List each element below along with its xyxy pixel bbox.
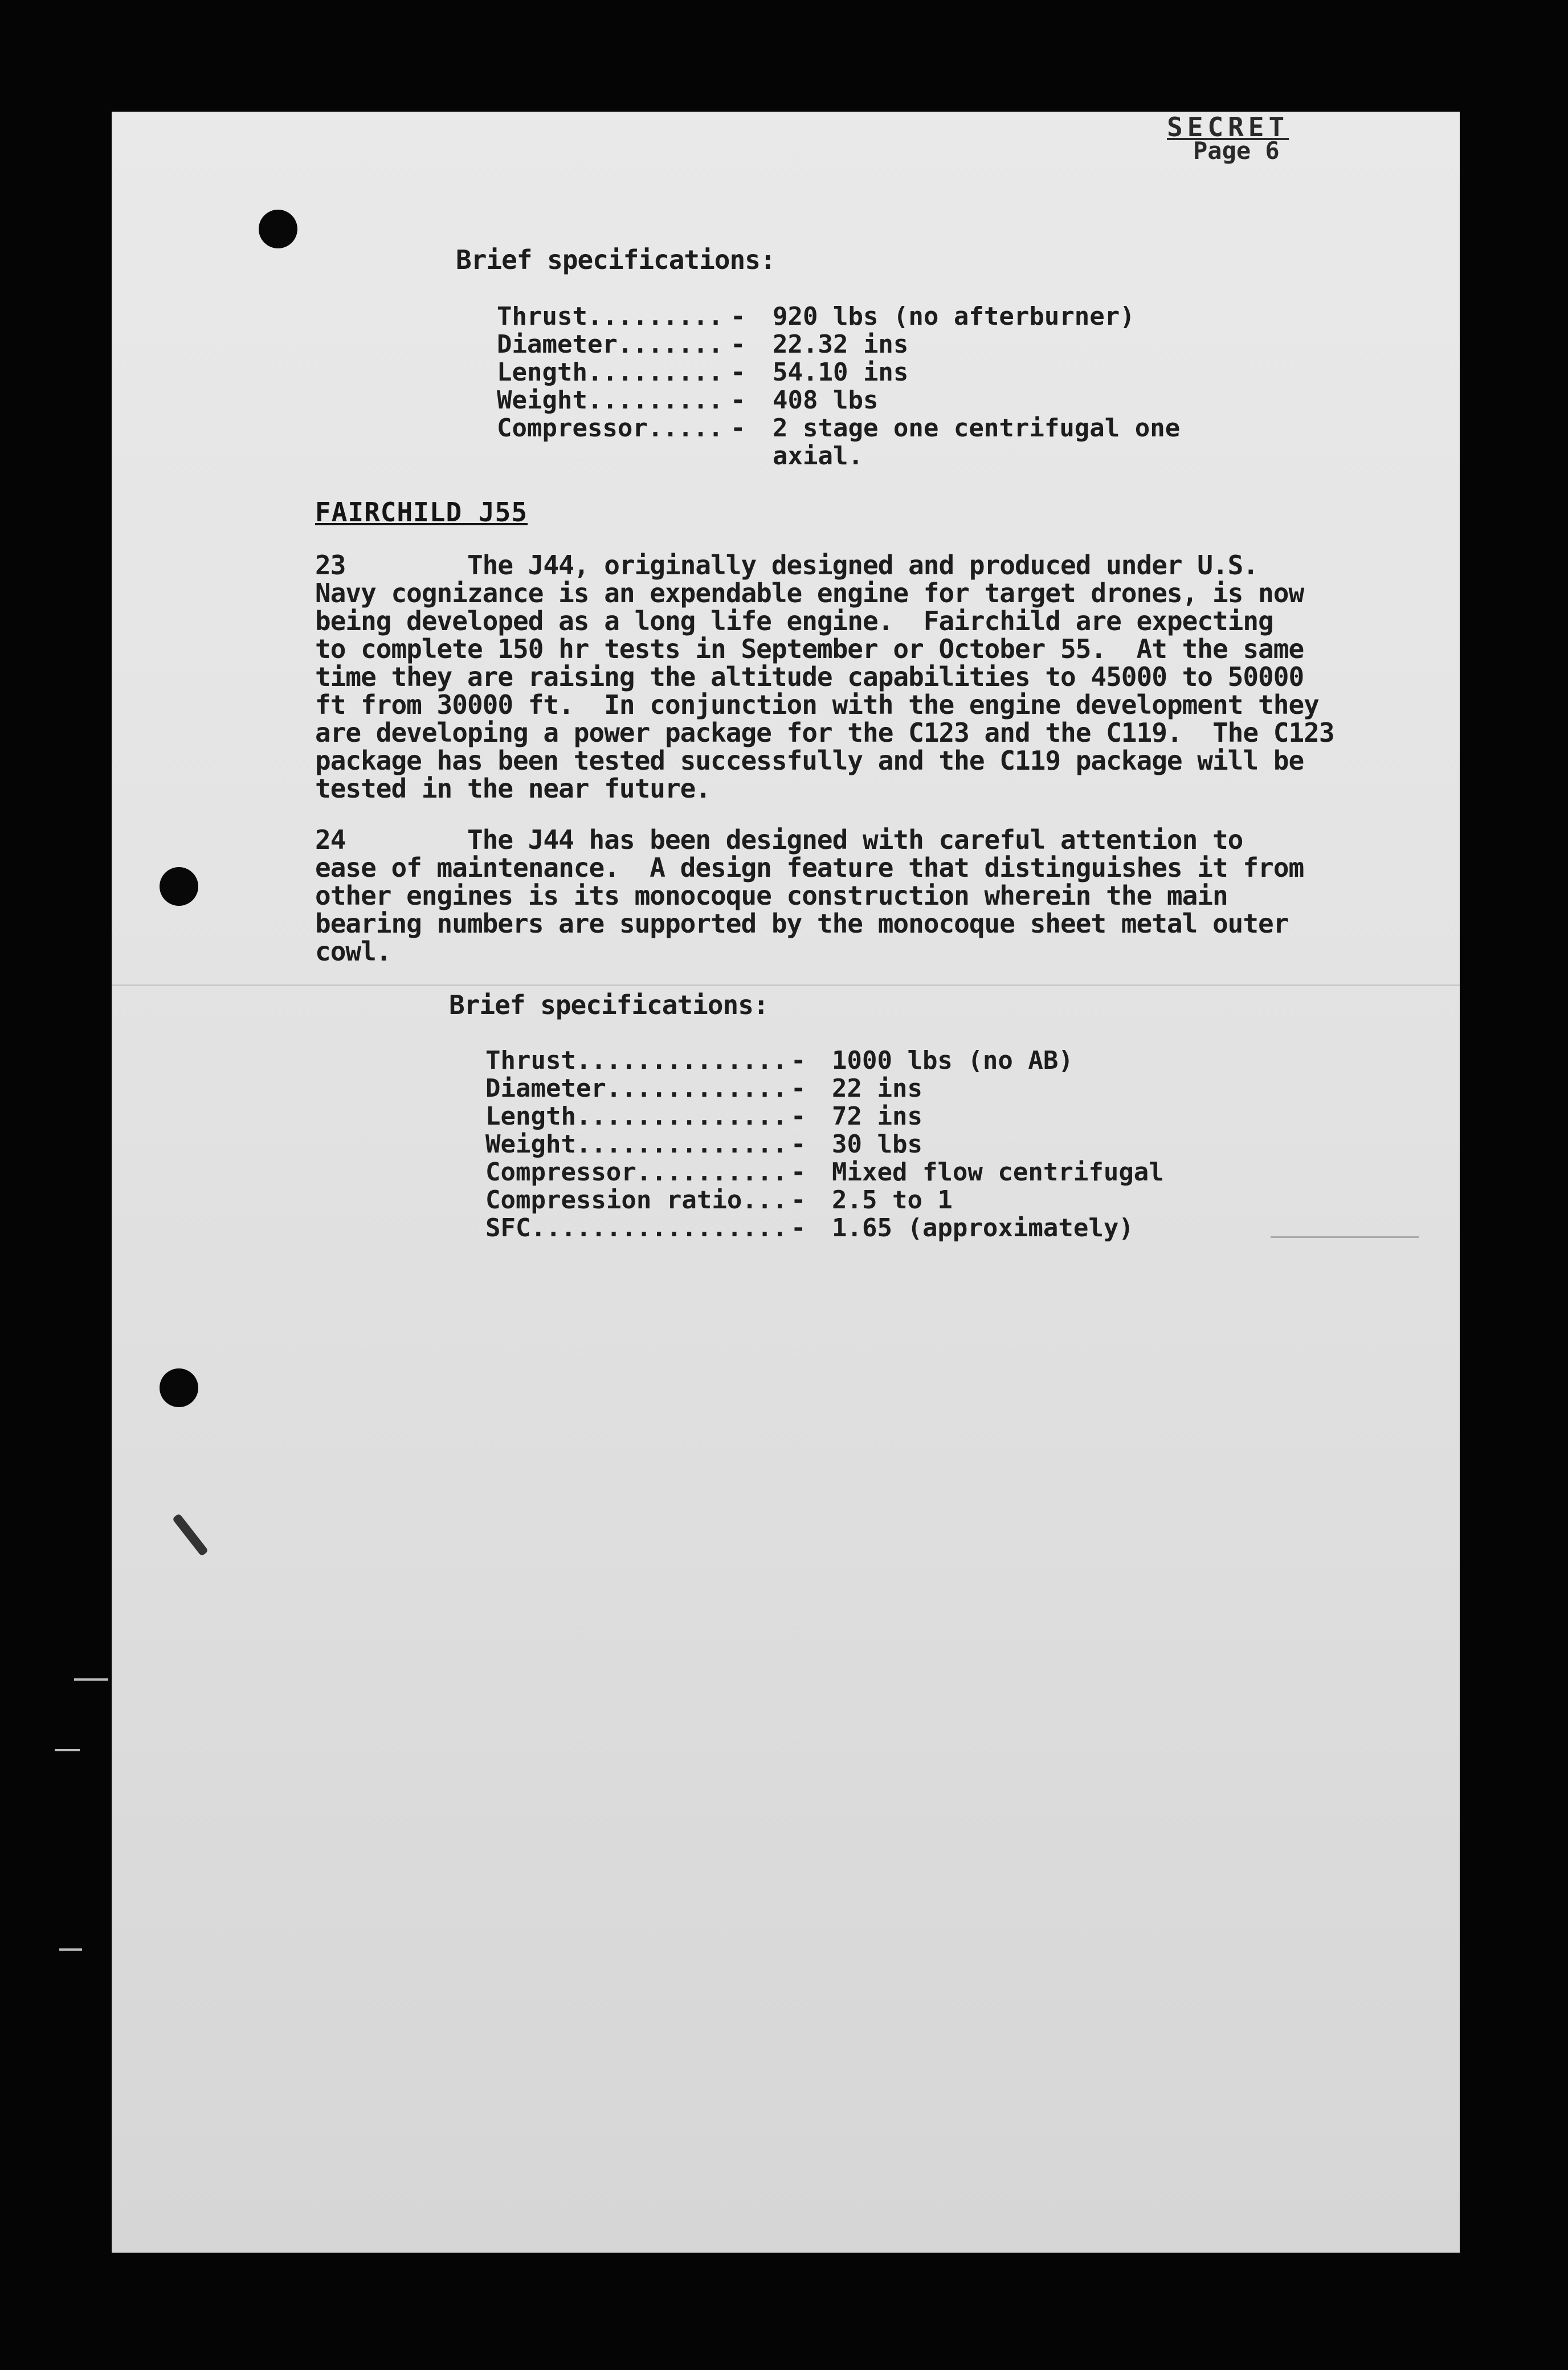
spec-label: Compressor.......... xyxy=(485,1158,787,1187)
spec-value: Mixed flow centrifugal xyxy=(832,1158,1164,1187)
spec-dash: - xyxy=(791,1130,806,1159)
spec-value: 22.32 ins xyxy=(773,330,909,359)
paragraph-line: ft from 30000 ft. In conjunction with the engine development they xyxy=(315,689,1319,720)
spec-dash: - xyxy=(791,1158,806,1187)
paragraph-line: cowl. xyxy=(315,936,391,967)
spec-value: 22 ins xyxy=(832,1074,922,1103)
spec-label: Weight.............. xyxy=(485,1130,787,1159)
spec-dash: - xyxy=(730,330,746,359)
paragraph-line: 23 The J44, originally designed and produced under U.S. xyxy=(315,550,1259,581)
spec-dash: - xyxy=(791,1213,806,1243)
edge-tick xyxy=(55,1749,80,1751)
paragraph-line: tested in the near future. xyxy=(315,773,711,804)
paragraph-line: other engines is its monocoque construction wherein the main xyxy=(315,880,1228,911)
spec-label: Diameter............ xyxy=(485,1074,787,1103)
paragraph-line: bearing numbers are supported by the monocoque sheet metal outer xyxy=(315,908,1289,939)
spec-label: Length......... xyxy=(497,358,724,387)
spec-label: Compressor..... xyxy=(497,414,724,443)
spec-label: SFC................. xyxy=(485,1213,787,1243)
paragraph-line: time they are raising the altitude capabilities to 45000 to 50000 xyxy=(315,661,1304,692)
punch-hole-middle xyxy=(160,867,198,906)
spec-dash: - xyxy=(730,302,746,331)
spec-dash: - xyxy=(791,1074,806,1103)
spec-value: 408 lbs xyxy=(773,386,879,415)
spec-value: 1.65 (approximately) xyxy=(832,1213,1134,1243)
punch-hole-top xyxy=(259,210,297,248)
punch-hole-bottom xyxy=(160,1368,198,1407)
spec-block-2-title: Brief specifications: xyxy=(449,990,769,1020)
spec-label: Diameter....... xyxy=(497,330,724,359)
spec-value: axial. xyxy=(773,442,863,471)
paragraph-line: being developed as a long life engine. Fairchild are expecting xyxy=(315,606,1273,636)
paragraph-line: 24 The J44 has been designed with careful attention to xyxy=(315,824,1243,855)
spec-dash: - xyxy=(730,358,746,387)
spec-value: 72 ins xyxy=(832,1102,922,1131)
page-number: Page 6 xyxy=(1193,137,1280,165)
spec-block-1-title: Brief specifications: xyxy=(456,244,775,275)
spec-label: Weight......... xyxy=(497,386,724,415)
paragraph-line: Navy cognizance is an expendable engine for target drones, is now xyxy=(315,578,1304,608)
paragraph-line: ease of maintenance. A design feature that distinguishes it from xyxy=(315,852,1304,883)
spec-dash: - xyxy=(730,414,746,443)
spec-label: Length.............. xyxy=(485,1102,787,1131)
paragraph-line: are developing a power package for the C123 and the C119. The C123 xyxy=(315,717,1334,748)
spec-value: 30 lbs xyxy=(832,1130,922,1159)
edge-tick xyxy=(1271,1236,1419,1238)
spec-dash: - xyxy=(791,1102,806,1131)
classification-marking: SECRET xyxy=(1167,112,1289,142)
spec-value: 2 stage one centrifugal one xyxy=(773,414,1181,443)
edge-tick xyxy=(74,1678,108,1681)
spec-value: 920 lbs (no afterburner) xyxy=(773,302,1135,331)
spec-dash: - xyxy=(730,386,746,415)
section-heading: FAIRCHILD J55 xyxy=(315,497,528,528)
spec-value: 54.10 ins xyxy=(773,358,909,387)
spec-dash: - xyxy=(791,1046,806,1075)
spec-label: Thrust.............. xyxy=(485,1046,787,1075)
spec-label: Compression ratio... xyxy=(485,1186,787,1215)
spec-label: Thrust......... xyxy=(497,302,724,331)
edge-tick xyxy=(59,1948,82,1951)
paragraph-line: package has been tested successfully and the C119 package will be xyxy=(315,745,1304,776)
spec-value: 2.5 to 1 xyxy=(832,1186,953,1215)
spec-dash: - xyxy=(791,1186,806,1215)
spec-value: 1000 lbs (no AB) xyxy=(832,1046,1073,1075)
page-fold-line xyxy=(112,984,1460,986)
paragraph-line: to complete 150 hr tests in September or October 55. At the same xyxy=(315,634,1304,664)
